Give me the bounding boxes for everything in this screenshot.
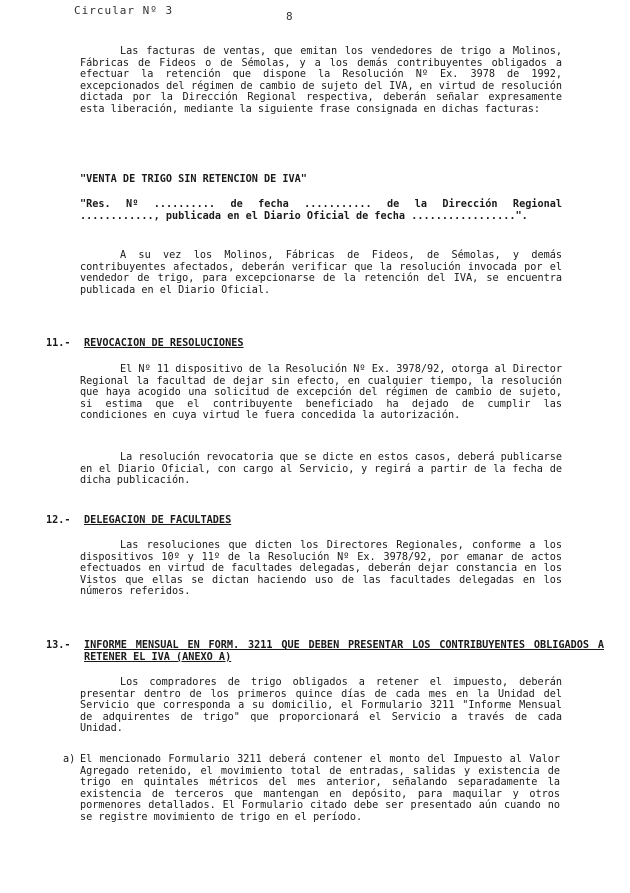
section-13-number: 13.- [46,640,71,651]
section-11-number: 11.- [46,338,71,349]
paragraph-revocation [80,364,562,422]
item-a [63,754,563,854]
section-12-heading [46,515,606,529]
paragraph-revocation-publication [80,452,562,487]
paragraph-verify-text: A su vez los Molinos, Fábricas de Fideos, de Sémolas, y demás contribuyentes afectados, deberán verificar que la resolución invocada por el vendedor de trigo, para excepcionarse de la retención del IVA, se encuentra publicada en el Diario Oficial. [80,250,562,296]
paragraph-delegation [80,540,562,598]
item-a-text: El mencionado Formulario 3211 deberá contener el monto del Impuesto al Valor Agregado retenido, el movimiento total de entradas, salidas y existencia de trigo en quintales métricos del mes anterior, señalando separadamente la existencia de terceros que mantengan en depósito, para maquilar y otros pormenores detallados. El Formulario citado debe ser presentado aún cuando no se registre movimiento de trigo en el período. [80,754,560,823]
section-12-title: DELEGACION DE FACULTADES [84,515,232,526]
item-a-label: a) [63,754,76,765]
paragraph-invoices [80,46,562,116]
paragraph-revocation-publication-text: La resolución revocatoria que se dicte en estos casos, deberá publicarse en el Diario Oficial, con cargo al Servicio, y regirá a partir de la fecha de dicha publicación. [80,452,562,487]
quote-body: "Res. Nº .......... de fecha ........... de la Dirección Regional ............, publicada en el Diario Oficial de fecha .................". [80,199,562,222]
paragraph-monthly-report [80,677,562,735]
paragraph-delegation-text: Las resoluciones que dicten los Directores Regionales, conforme a los dispositivos 10º y 11º de la Resolución Nº Ex. 3978/92, por emanar de actos efectuados en virtud de facultades delegadas, deberán dejar constancia en los Vistos que ellas se dictan haciendo uso de las facultades delegadas en los números referidos. [80,540,562,598]
section-12-number: 12.- [46,515,71,526]
section-11-title: REVOCACION DE RESOLUCIONES [84,338,244,349]
quote-title: "VENTA DE TRIGO SIN RETENCION DE IVA" [80,174,307,185]
circular-label: Circular Nº 3 [74,4,174,17]
paragraph-verify [80,250,562,296]
paragraph-revocation-text: El Nº 11 dispositivo de la Resolución Nº Ex. 3978/92, otorga al Director Regional la facultad de dejar sin efecto, en cualquier tiempo, la resolución que haya acogido una solicitud de excepción del régimen de cambio de sujeto, si estima que el contribuyente beneficiado ha dejado de cumplir las condiciones en cuya virtud le fuera concedida la autorización. [80,364,562,422]
section-13-heading [46,640,606,666]
section-11-heading [46,338,606,352]
paragraph-invoices-text: Las facturas de ventas, que emitan los vendedores de trigo a Molinos, Fábricas de Fideos o de Sémolas, y a los demás contribuyentes obligados a efectuar la retención que dispone la Resolución Nº Ex. 3978 de 1992, excepcionados del régimen de cambio de sujeto del IVA, en virtud de resolución dictada por la Dirección Regional respectiva, deberán señalar expresamente esta liberación, mediante la siguiente frase consignada en dichas facturas: [80,46,562,115]
paragraph-monthly-report-text: Los compradores de trigo obligados a retener el impuesto, deberán presentar dentro de los primeros quince días de cada mes en la Unidad del Servicio que corresponda a su domicilio, el Formulario 3211 "Informe Mensual de adquirentes de trigo" que proporcionará el Servicio a través de cada Unidad. [80,677,562,735]
page-number: 8 [286,10,293,23]
section-13-title: INFORME MENSUAL EN FORM. 3211 QUE DEBEN PRESENTAR LOS CONTRIBUYENTES OBLIGADOS A RETENER EL IVA (ANEXO A) [84,640,604,663]
